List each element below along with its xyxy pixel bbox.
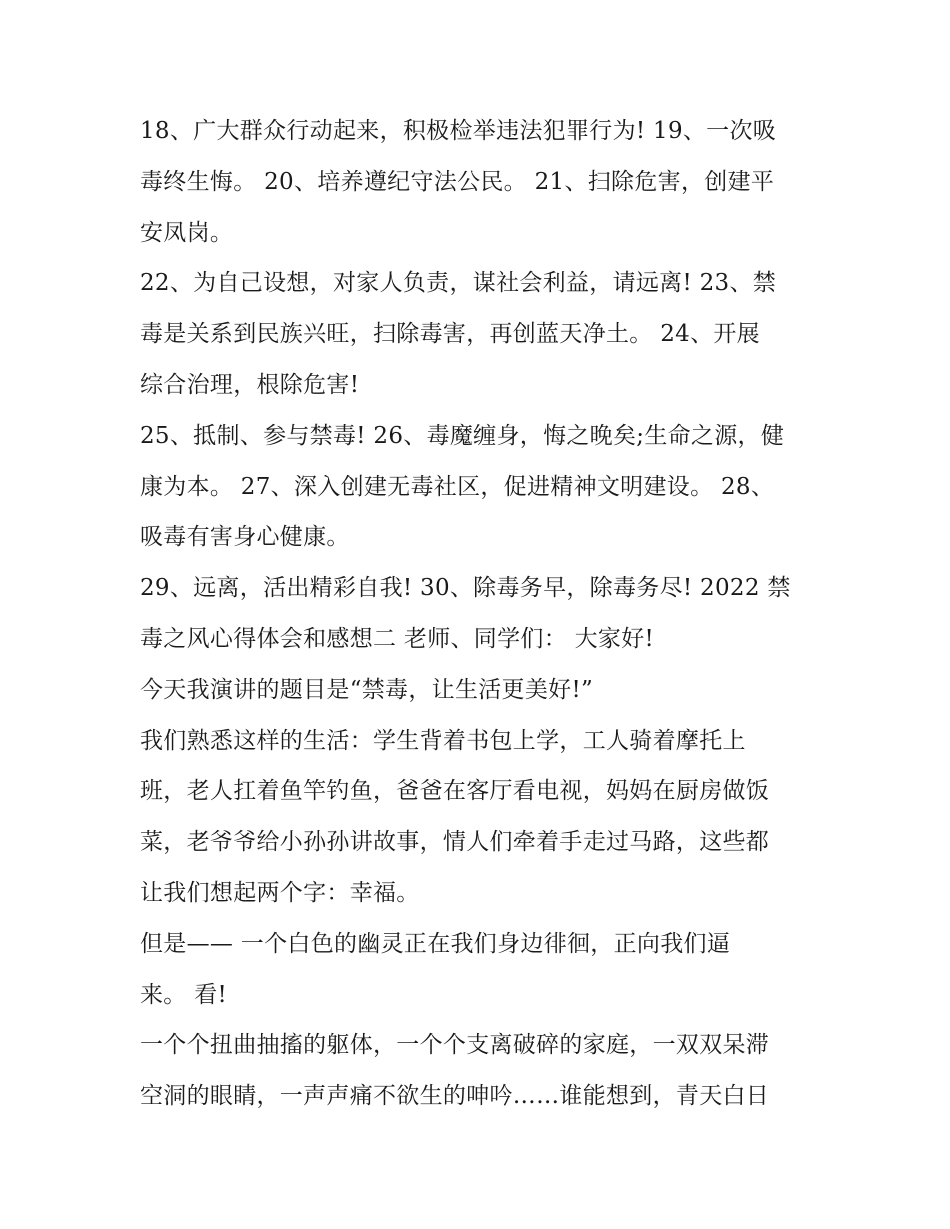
text-line: 毒之风心得体会和感想二 老师、同学们： 大家好! <box>140 625 655 652</box>
text-line: 22、为自己设想，对家人负责，谋社会利益，请远离! 23、禁 <box>140 270 777 297</box>
text-line: 吸毒有害身心健康。 <box>140 524 350 551</box>
text-line: 来。 看! <box>140 981 228 1008</box>
text-line: 班，老人扛着鱼竿钓鱼，爸爸在客厅看电视，妈妈在厨房做饭 <box>140 778 770 805</box>
document-page <box>140 106 820 1122</box>
text-line: 康为本。 27、深入创建无毒社区，促进精神文明建设。 28、 <box>140 473 775 500</box>
text-line: 18、广大群众行动起来，积极检举违法犯罪行为! 19、一次吸 <box>140 118 777 144</box>
text-line: 菜，老爷爷给小孙孙讲故事，情人们牵着手走过马路，这些都 <box>140 829 770 856</box>
text-line: 今天我演讲的题目是“禁毒，让生活更美好!” <box>140 676 594 703</box>
text-line: 安凤岗。 <box>140 219 234 246</box>
text-line: 综合治理，根除危害! <box>140 371 360 398</box>
text-line: 我们熟悉这样的生活：学生背着书包上学，工人骑着摩托上 <box>140 727 746 754</box>
text-line: 让我们想起两个字：幸福。 <box>140 879 420 906</box>
text-line: 29、远离，活出精彩自我! 30、除毒务早，除毒务尽! 2022 禁 <box>140 575 791 602</box>
text-line: 25、抵制、参与禁毒! 26、毒魔缠身，悔之晚矣;生命之源，健 <box>140 422 785 449</box>
text-line: 一个个扭曲抽搐的躯体，一个个支离破碎的家庭，一双双呆滞 <box>140 1032 770 1059</box>
text-line: 毒是关系到民族兴旺，扫除毒害，再创蓝天净土。 24、开展 <box>140 321 760 348</box>
text-line: 空洞的眼睛，一声声痛不欲生的呻吟……谁能想到，青天白日 <box>140 1083 770 1110</box>
text-line: 但是—— 一个白色的幽灵正在我们身边徘徊，正向我们逼 <box>140 930 731 957</box>
text-line: 毒终生悔。 20、培养遵纪守法公民。 21、扫除危害，创建平 <box>140 168 775 195</box>
